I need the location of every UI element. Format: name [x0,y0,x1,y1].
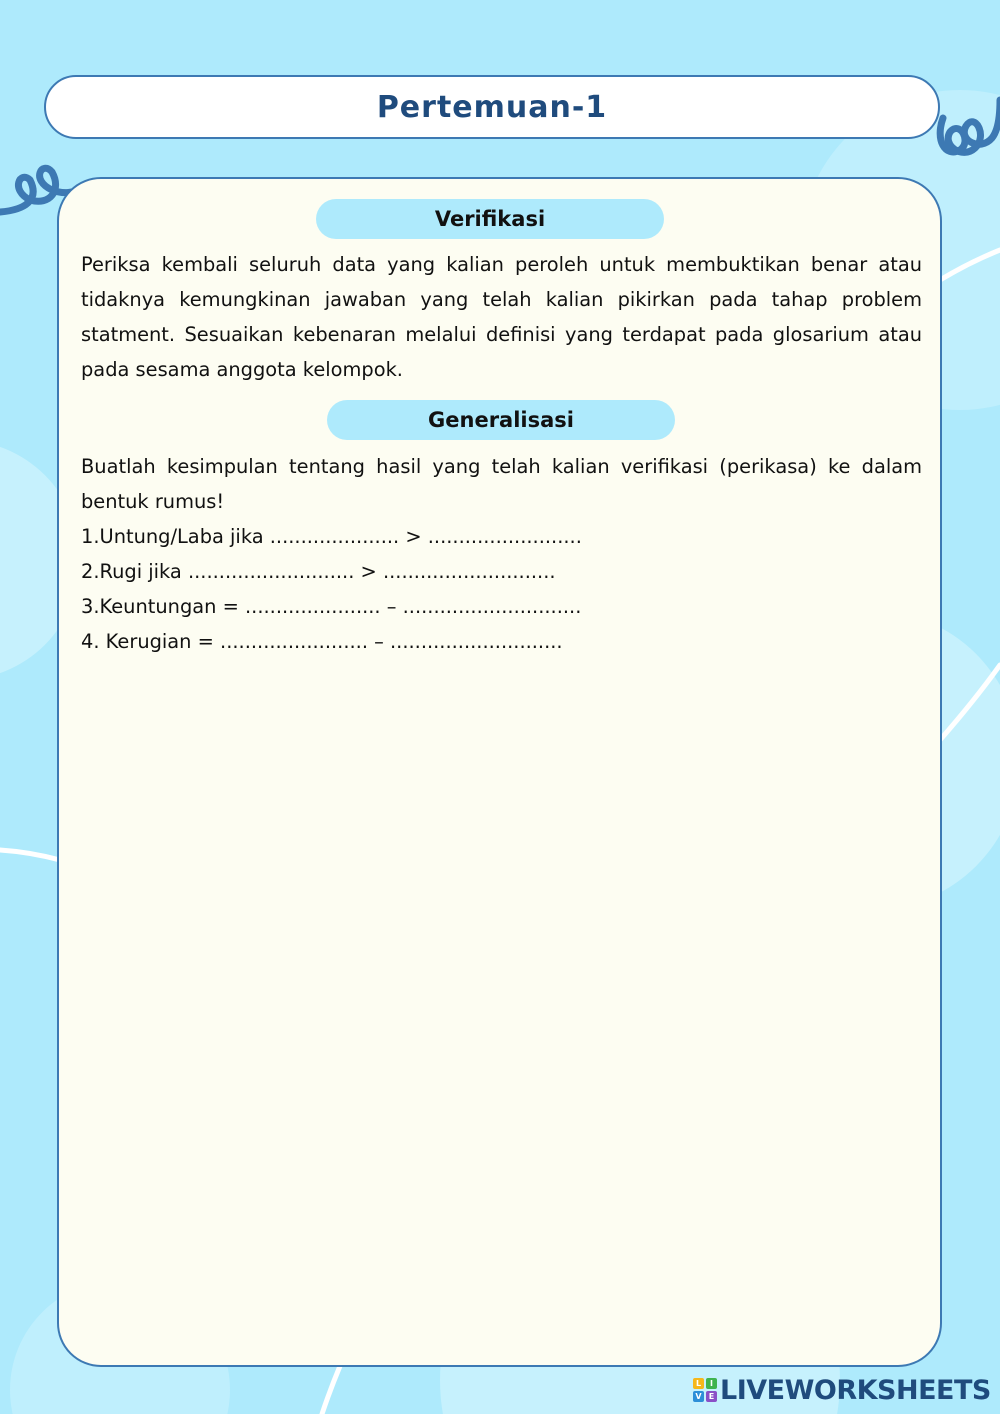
formula-item-kerugian: 4. Kerugian = ........................ – ............................ [81,630,563,653]
formula-item-rugi: 2.Rugi jika ........................... > ............................ [81,560,556,583]
formula-item-keuntungan: 3.Keuntungan = ...................... – ............................. [81,595,582,618]
logo-tile-v: V [693,1391,704,1402]
generalisasi-text: Buatlah kesimpulan tentang hasil yang telah kalian verifikasi (perikasa) ke dalam bentuk rumus! [81,455,922,513]
formula-item-untung: 1.Untung/Laba jika ..................... > ......................... [81,525,582,548]
verifikasi-heading: Verifikasi [316,199,664,239]
verifikasi-text: Periksa kembali seluruh data yang kalian peroleh untuk membuktikan benar atau tidaknya kemungkinan jawaban yang telah kalian pikirkan pada tahap problem statment. Sesuaikan kebenaran melalui definisi yang terdapat pada glosarium atau pada sesama anggota kelompok. [81,253,922,381]
logo-tile-i: I [706,1378,717,1389]
content-card [57,177,942,1367]
formula-list [81,519,922,659]
logo-tile-l: L [693,1378,704,1389]
liveworksheets-watermark [693,1373,991,1407]
liveworksheets-logo-icon [693,1378,717,1402]
logo-tile-e: E [706,1391,717,1402]
page-title: Pertemuan-1 [376,89,608,125]
generalisasi-heading: Generalisasi [327,400,675,440]
title-bar [44,75,940,139]
watermark-text: LIVEWORKSHEETS [720,1374,991,1406]
